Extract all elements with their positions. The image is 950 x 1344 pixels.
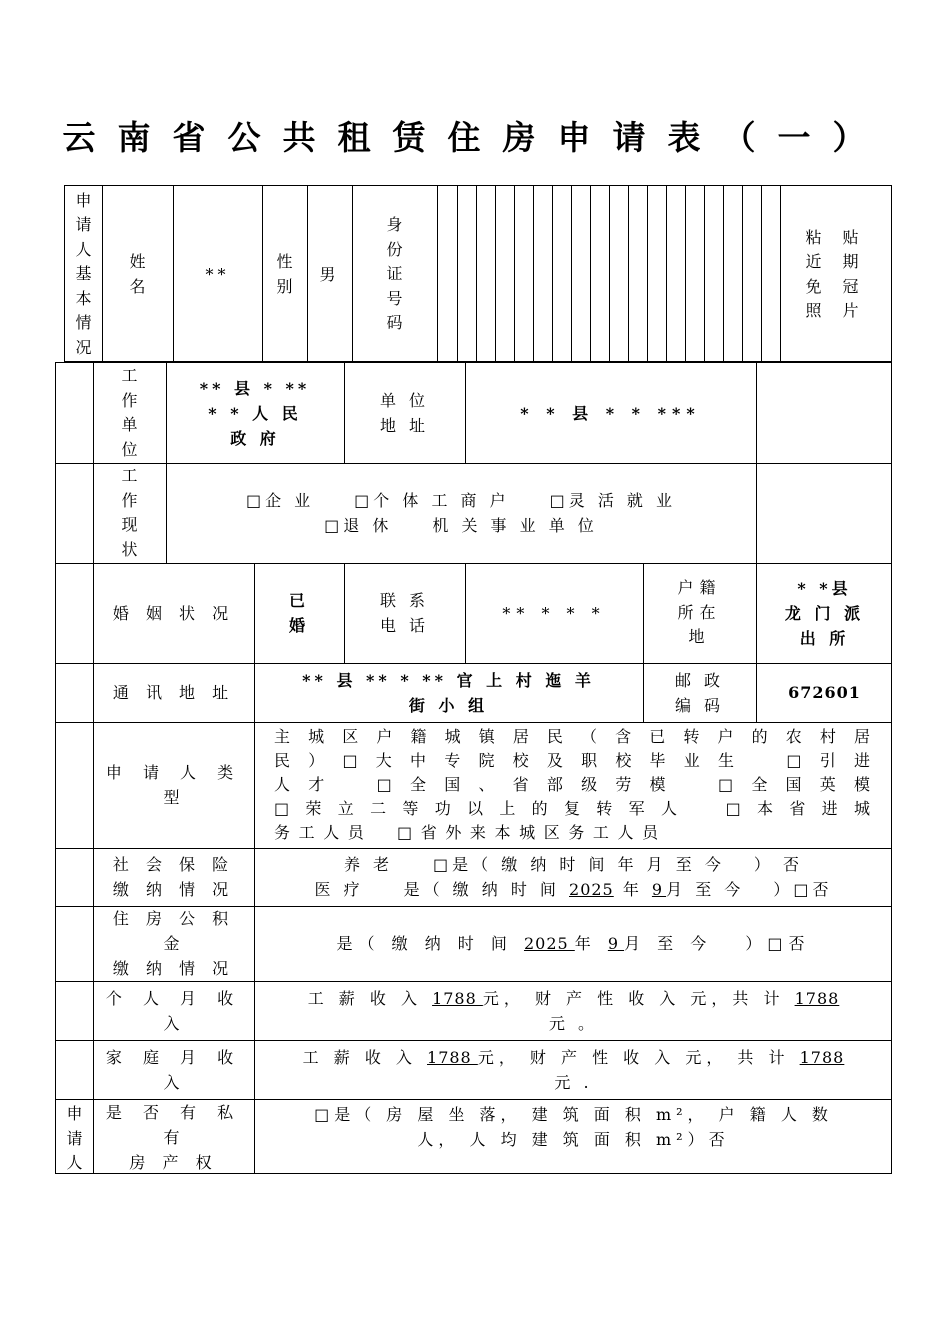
name-label: 姓名 (129, 252, 146, 296)
family-income-text-b: 元， 财 产 性 收 入 元， 共 计 (477, 1047, 800, 1067)
insurance-label-1: 社 会 保 险 (112, 855, 235, 874)
name-value: ** (205, 265, 230, 284)
insurance-label-2: 缴 纳 情 况 (112, 880, 235, 899)
details-table (55, 362, 892, 1174)
marriage-field[interactable] (254, 563, 344, 663)
fund-label-1: 住 房 公 积 (112, 909, 235, 928)
medical-year: 2025 (569, 880, 614, 899)
insurance-field[interactable] (254, 848, 893, 906)
personal-total: 1788 (794, 988, 840, 1008)
section-label-applicant: 申请人 (66, 1104, 83, 1172)
address-field[interactable] (254, 663, 643, 722)
unit-address-field[interactable] (465, 363, 756, 463)
fund-month: 9 (607, 934, 625, 953)
applicant-type-options[interactable] (274, 725, 870, 845)
gender-label: 性别 (276, 252, 293, 296)
gender-value: 男 (319, 265, 340, 284)
personal-income-label-2: 入 (163, 1013, 184, 1033)
work-status-line-2: □退 休 机 关 事 业 单 位 (324, 516, 598, 535)
family-income-text-c: 元 . (554, 1072, 593, 1092)
id-digit-cells[interactable] (457, 186, 780, 361)
personal-income-text-c: 元 。 (548, 1013, 599, 1033)
form-title: 云南省公共租赁住房申请表（一） (62, 118, 888, 157)
family-income-label-2: 入 (163, 1072, 184, 1092)
fund-year: 2025 (523, 934, 575, 953)
marriage-value-1: 已 (288, 591, 309, 610)
property-label-1: 是 否 有 私 (105, 1102, 242, 1122)
property-line-1: □是（ 房 屋 坐 落， 建 筑 面 积 m²， 户 籍 人 数 (314, 1105, 833, 1124)
medical-text-c: 月 至 今 ）□否 (666, 880, 833, 899)
phone-field[interactable] (465, 563, 643, 663)
address-line-2: 街 小 组 (408, 695, 489, 715)
fund-line (337, 931, 811, 956)
postal-label-2: 编 码 (674, 695, 725, 715)
applicant-type-label-1: 申 请 人 类 (105, 763, 242, 782)
personal-income-line-1 (308, 986, 840, 1011)
personal-income-line-2 (308, 1011, 840, 1036)
family-income-line-2 (303, 1070, 845, 1095)
section-label-basic-info: 申请人基本情况 (75, 190, 92, 357)
photo-line-4: 照 片 (805, 301, 867, 320)
applicant-type-line-4: □荣立二等功以上的复转军人 □本省进城 (274, 799, 870, 818)
family-income-field[interactable] (254, 1040, 893, 1099)
postal-code-value: 672601 (788, 683, 861, 702)
huji-line-2: 龙 门 派 (784, 603, 865, 623)
marriage-value-2: 婚 (288, 616, 309, 635)
postal-code-field[interactable] (756, 663, 893, 722)
personal-income-text-b: 元， 财 产 性 收 入 元，共 计 (482, 988, 795, 1008)
name-field[interactable] (173, 186, 262, 363)
basic-info-table (64, 185, 892, 362)
photo-cell[interactable] (780, 186, 892, 363)
fund-label-2: 金 (163, 934, 184, 953)
phone-value: ** * * * (502, 603, 606, 623)
phone-label-2: 电 话 (379, 616, 430, 635)
personal-income-label-1: 个 人 月 收 (105, 988, 242, 1008)
address-label: 通 讯 地 址 (112, 683, 235, 702)
applicant-type-line-5: 务工人员 □省外来本城区务工人员 (274, 823, 667, 842)
personal-income-text-a: 工 薪 收 入 (307, 988, 433, 1008)
huji-line-3: 出 所 (799, 628, 850, 648)
applicant-type-line-3: 人才 □全国、省部级劳模 □全国英模 (274, 775, 870, 794)
photo-line-2: 近 期 (805, 252, 867, 271)
photo-line-1: 粘 贴 (805, 227, 867, 247)
medical-line (314, 877, 832, 902)
fund-text-a: 是（ 缴 纳 时 间 (336, 934, 524, 953)
work-unit-line-2: * * 人 民 (208, 403, 302, 423)
property-line-2: 人， 人 均 建 筑 面 积 m²）否 (417, 1130, 730, 1149)
property-field[interactable] (254, 1099, 893, 1175)
huji-field[interactable] (756, 563, 893, 663)
address-line-1: ** 县 ** * ** 官 上 村 迤 羊 (302, 670, 595, 690)
fund-text-b: 年 (574, 934, 608, 953)
work-unit-label: 工作单位 (121, 366, 138, 459)
fund-text-c: 月 至 今 ）□否 (624, 934, 811, 953)
personal-salary: 1788 (432, 988, 483, 1008)
unit-address-label-1: 单 位 (379, 391, 430, 410)
photo-line-3: 免 冠 (805, 276, 867, 296)
unit-address-value: * * 县 * * *** (520, 403, 701, 423)
work-status-label: 工作现状 (121, 466, 138, 559)
medical-text-b: 年 (613, 880, 652, 899)
phone-label-1: 联 系 (379, 591, 430, 610)
pension-line: 养 老 □是（ 缴 纳 时 间 年 月 至 今 ） 否 (343, 855, 804, 874)
property-label-3: 房 产 权 (129, 1152, 218, 1172)
huji-line-1: * *县 (797, 578, 852, 598)
applicant-type-line-1: 主城区户籍城镇居民（含已转户的农村居 (274, 727, 870, 746)
id-number-label: 身份证号码 (386, 215, 403, 333)
work-unit-line-3: 政 府 (230, 428, 280, 448)
family-income-label-1: 家 庭 月 收 (105, 1047, 242, 1067)
personal-income-field[interactable] (254, 981, 893, 1040)
work-status-options[interactable] (166, 463, 756, 563)
property-label-2: 有 (163, 1127, 184, 1147)
fund-field[interactable] (254, 906, 893, 981)
applicant-type-line-2: 民）□大中专院校及职校毕业生 □引进 (274, 751, 870, 770)
applicant-type-label-2: 型 (163, 788, 184, 807)
huji-label: 户籍所在地 (677, 578, 722, 647)
work-status-line-1: □企 业 □个 体 工 商 户 □灵 活 就 业 (245, 491, 677, 510)
gender-field[interactable] (307, 186, 352, 363)
medical-text-a: 医 疗 是（ 缴 纳 时 间 (314, 880, 570, 899)
postal-label-1: 邮 政 (674, 670, 725, 690)
work-unit-line-1: ** 县 * ** (199, 378, 311, 398)
fund-label-3: 缴 纳 情 况 (112, 959, 235, 978)
family-income-text-a: 工 薪 收 入 (302, 1047, 428, 1067)
work-unit-field[interactable] (166, 363, 344, 463)
family-income-line-1 (303, 1045, 845, 1070)
family-total: 1788 (799, 1047, 845, 1067)
family-salary: 1788 (427, 1047, 478, 1067)
marriage-label: 婚 姻 状 况 (112, 603, 235, 623)
unit-address-label-2: 地 址 (379, 416, 430, 435)
medical-month: 9 (651, 880, 667, 899)
